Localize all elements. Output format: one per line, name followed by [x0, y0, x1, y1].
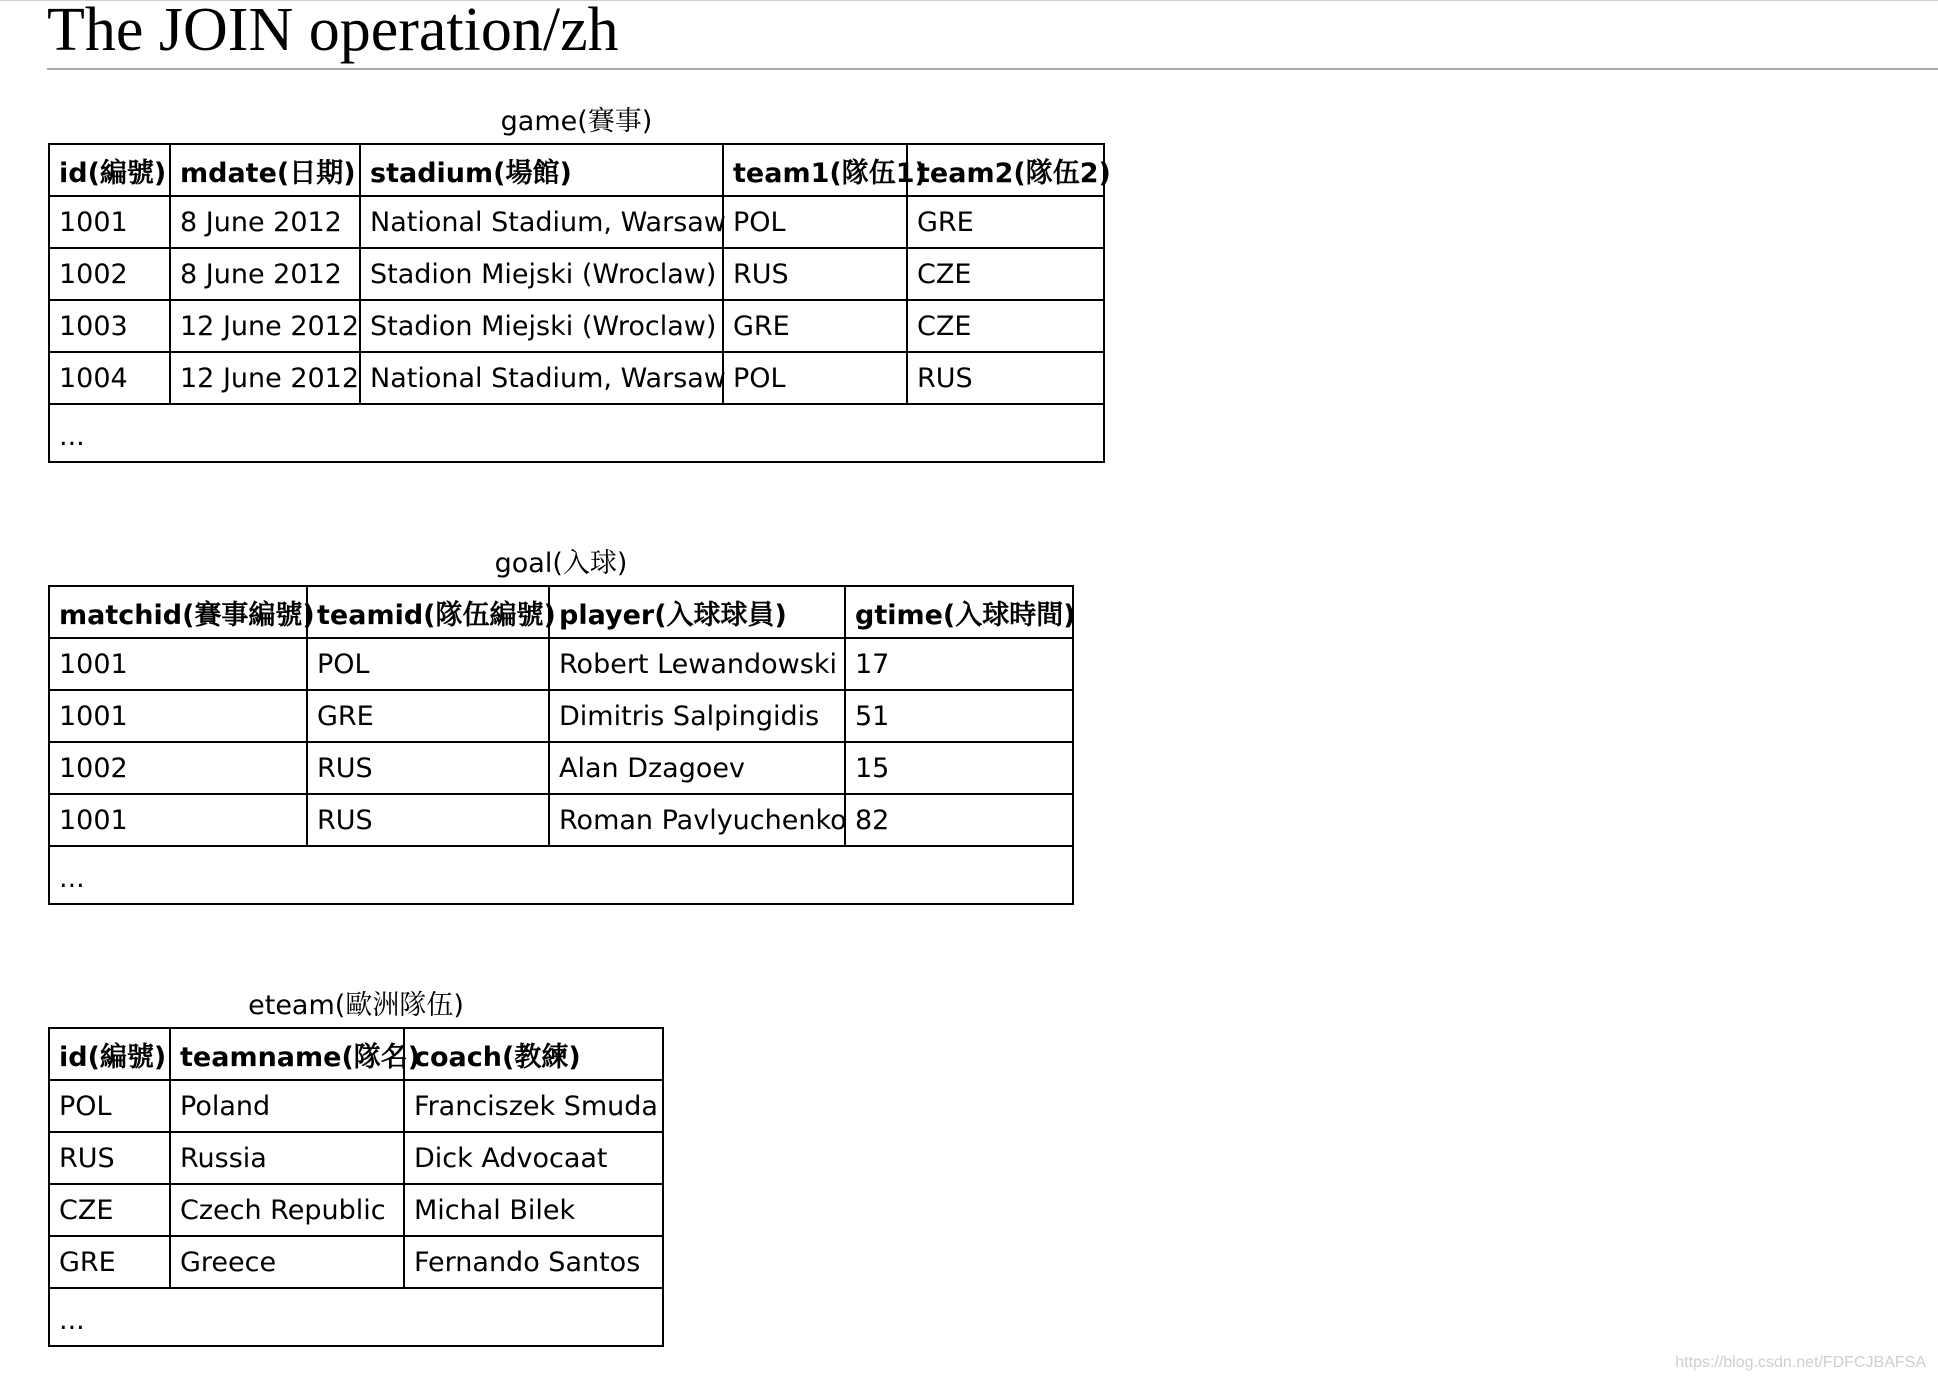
eteam-table-caption: eteam(歐洲隊伍)	[248, 990, 464, 1021]
table-cell: 1002	[49, 248, 170, 300]
more-rows-ellipsis: ...	[49, 404, 1104, 462]
table-cell: POL	[723, 196, 907, 248]
column-header: gtime(入球時間)	[845, 586, 1073, 638]
table-row	[49, 1184, 663, 1236]
table-cell: 1004	[49, 352, 170, 404]
table-cell: 1001	[49, 638, 307, 690]
column-header: teamname(隊名)	[170, 1028, 404, 1080]
table-row	[49, 690, 1073, 742]
table-cell: RUS	[907, 352, 1104, 404]
goal-table-caption: goal(入球)	[494, 548, 628, 579]
table-cell: 15	[845, 742, 1073, 794]
table-cell: 17	[845, 638, 1073, 690]
more-rows-ellipsis: ...	[49, 1288, 663, 1346]
column-header: coach(教練)	[404, 1028, 663, 1080]
table-cell: POL	[723, 352, 907, 404]
table-row	[49, 300, 1104, 352]
table-cell: RUS	[49, 1132, 170, 1184]
table-row	[49, 196, 1104, 248]
table-row-more	[49, 846, 1073, 904]
table-cell: POL	[307, 638, 549, 690]
table-cell: CZE	[49, 1184, 170, 1236]
table-cell: National Stadium, Warsaw	[360, 196, 723, 248]
table-cell: 1001	[49, 196, 170, 248]
table-cell: RUS	[307, 742, 549, 794]
table-row-more	[49, 404, 1104, 462]
table-row-more	[49, 1288, 663, 1346]
column-header: stadium(場館)	[360, 144, 723, 196]
table-cell: GRE	[907, 196, 1104, 248]
page-title: The JOIN operation/zh	[47, 0, 619, 64]
table-cell: Dick Advocaat	[404, 1132, 663, 1184]
table-cell: 82	[845, 794, 1073, 846]
table-row	[49, 638, 1073, 690]
table-cell: CZE	[907, 300, 1104, 352]
table-cell: 12 June 2012	[170, 300, 360, 352]
table-cell: Michal Bilek	[404, 1184, 663, 1236]
table-cell: POL	[49, 1080, 170, 1132]
table-cell: Robert Lewandowski	[549, 638, 845, 690]
table-row	[49, 1132, 663, 1184]
table-cell: Stadion Miejski (Wroclaw)	[360, 300, 723, 352]
game-table-caption: game(賽事)	[500, 106, 653, 137]
game-table	[48, 106, 1111, 463]
table-row	[49, 1236, 663, 1288]
table-header-row	[49, 586, 1073, 638]
table-cell: Franciszek Smuda	[404, 1080, 663, 1132]
table-cell: RUS	[307, 794, 549, 846]
table-cell: 1003	[49, 300, 170, 352]
more-rows-ellipsis: ...	[49, 846, 1073, 904]
table-row	[49, 1080, 663, 1132]
column-header: mdate(日期)	[170, 144, 360, 196]
table-cell: National Stadium, Warsaw	[360, 352, 723, 404]
table-row	[49, 794, 1073, 846]
table-row	[49, 352, 1104, 404]
watermark: https://blog.csdn.net/FDFCJBAFSA	[1675, 1354, 1926, 1371]
table-cell: Russia	[170, 1132, 404, 1184]
column-header: id(編號)	[49, 1028, 170, 1080]
goal-table	[48, 549, 1074, 905]
table-row	[49, 248, 1104, 300]
table-cell: Dimitris Salpingidis	[549, 690, 845, 742]
table-cell: Roman Pavlyuchenko	[549, 794, 845, 846]
column-header: matchid(賽事編號)	[49, 586, 307, 638]
table-cell: 1001	[49, 690, 307, 742]
table-cell: GRE	[307, 690, 549, 742]
column-header: id(編號)	[49, 144, 170, 196]
table-cell: Poland	[170, 1080, 404, 1132]
table-cell: RUS	[723, 248, 907, 300]
table-header-row	[49, 1028, 663, 1080]
table-cell: 51	[845, 690, 1073, 742]
table-cell: CZE	[907, 248, 1104, 300]
title-divider	[47, 68, 1938, 70]
table-cell: 1002	[49, 742, 307, 794]
table-cell: 8 June 2012	[170, 248, 360, 300]
table-cell: 8 June 2012	[170, 196, 360, 248]
column-header: team2(隊伍2)	[907, 144, 1104, 196]
table-cell: Greece	[170, 1236, 404, 1288]
column-header: team1(隊伍1)	[723, 144, 907, 196]
table-cell: 1001	[49, 794, 307, 846]
table-cell: Fernando Santos	[404, 1236, 663, 1288]
column-header: player(入球球員)	[549, 586, 845, 638]
table-cell: Stadion Miejski (Wroclaw)	[360, 248, 723, 300]
eteam-table	[48, 991, 664, 1347]
column-header: teamid(隊伍編號)	[307, 586, 549, 638]
table-row	[49, 742, 1073, 794]
table-header-row	[49, 144, 1104, 196]
table-cell: GRE	[723, 300, 907, 352]
table-cell: 12 June 2012	[170, 352, 360, 404]
table-cell: Alan Dzagoev	[549, 742, 845, 794]
table-cell: GRE	[49, 1236, 170, 1288]
table-cell: Czech Republic	[170, 1184, 404, 1236]
